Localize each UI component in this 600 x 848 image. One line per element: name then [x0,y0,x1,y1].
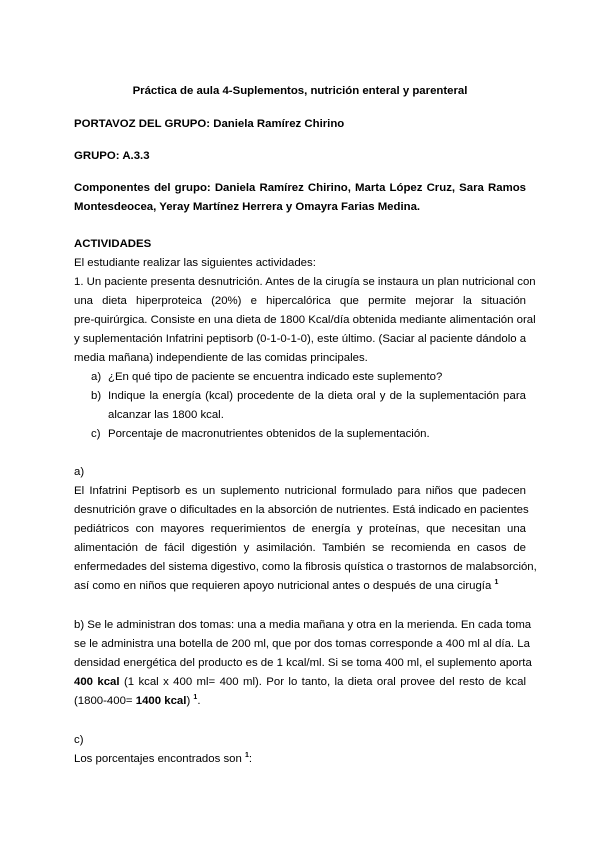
group-line [74,149,526,163]
question-text: Porcentaje de macronutrientes obtenidos de la suplementación. [108,428,430,440]
answer-a-label: a) [74,466,85,478]
answer-b-line: se le administra una botella de 200 ml, que por dos tomas corresponde a 400 ml al día. La [74,638,530,650]
group-value: A.3.3 [122,150,150,162]
spokesperson-line [74,117,526,131]
supplement-kcal-value: 400 kcal [74,676,120,688]
members-line-2: Montesdeocea, Yeray Martínez Herrera y Omayra Farias Medina. [74,201,421,213]
answer-a-last-line [74,579,526,593]
answer-a-line: pediátricos con mayores requerimientos de energía y proteínas, que necesitan una [74,523,526,535]
spokesperson-label: PORTAVOZ DEL GRUPO: [74,118,211,130]
question-letter: b) [91,390,102,402]
answer-b-line-5 [74,694,526,708]
activities-intro: El estudiante realizar las siguientes actividades: [74,257,316,269]
question-text-continued: alcanzar las 1800 kcal. [108,409,224,421]
answer-a-line: alimentación de fácil digestión y asimilación. También se recomienda en casos de [74,542,526,554]
spokesperson-name: Daniela Ramírez Chirino [213,118,345,130]
answer-b-text: (1800-400= [74,695,136,707]
case-line: 1. Un paciente presenta desnutrición. Antes de la cirugía se instaura un plan nutricional con [74,276,536,288]
answer-b-line: b) Se le administran dos tomas: una a media mañana y otra en la merienda. En cada toma [74,619,532,631]
oral-kcal-value: 1400 kcal [135,695,187,707]
answer-b-line-4 [74,675,526,689]
question-text: Indique la energía (kcal) procedente de la dieta oral y de la suplementación para [108,390,526,402]
answer-b-text: (1 kcal x 400 ml= 400 ml). Por lo tanto, la dieta oral provee del resto de kcal [119,676,526,688]
case-line: una dieta hiperproteica (20%) e hipercalórica que permite mejorar la situación [74,295,526,307]
answer-b-line: densidad energética del producto es de 1 kcal/ml. Si se toma 400 ml, el suplemento aporta [74,657,532,669]
citation-ref: 1 [494,579,499,586]
citation-ref: 1 [244,752,249,759]
answer-c-text: Los porcentajes encontrados son [74,753,242,765]
answer-b-text: . [197,695,201,707]
group-label: GRUPO: [74,150,120,162]
case-line: pre-quirúrgica. Consiste en una dieta de 1800 Kcal/día obtenida mediante alimentación oral [74,314,536,326]
question-text: ¿En qué tipo de paciente se encuentra indicado este suplemento? [108,371,443,383]
answer-c-label: c) [74,734,84,746]
citation-ref: 1 [193,694,198,701]
question-letter: c) [91,428,101,440]
answer-a-line: desnutrición grave o dificultades en la absorción de nutrientes. Está indicado en pacientes [74,504,529,516]
document-title: Práctica de aula 4-Suplementos, nutrición enteral y parenteral [132,85,468,97]
answer-a-line: así como en niños que requieren apoyo nutricional antes o después de una cirugía [74,580,492,592]
answer-a-line: enfermedades del sistema digestivo, como la fibrosis quística o trastornos de malabsorción, [74,561,537,573]
answer-c-line [74,752,526,766]
question-letter: a) [91,371,102,383]
members-line-1: Componentes del grupo: Daniela Ramírez Chirino, Marta López Cruz, Sara Ramos [74,182,526,194]
case-line: media mañana) independiente de las comidas principales. [74,352,368,364]
case-line: y suplementación Infatrini peptisorb (0-1-0-1-0), este último. (Saciar al paciente dándolo a [74,333,527,345]
answer-a-line: El Infatrini Peptisorb es un suplemento nutricional formulado para niños que padecen [74,485,526,497]
activities-heading: ACTIVIDADES [74,238,152,250]
answer-b-text: ) [186,695,191,707]
answer-c-colon: : [248,753,253,765]
